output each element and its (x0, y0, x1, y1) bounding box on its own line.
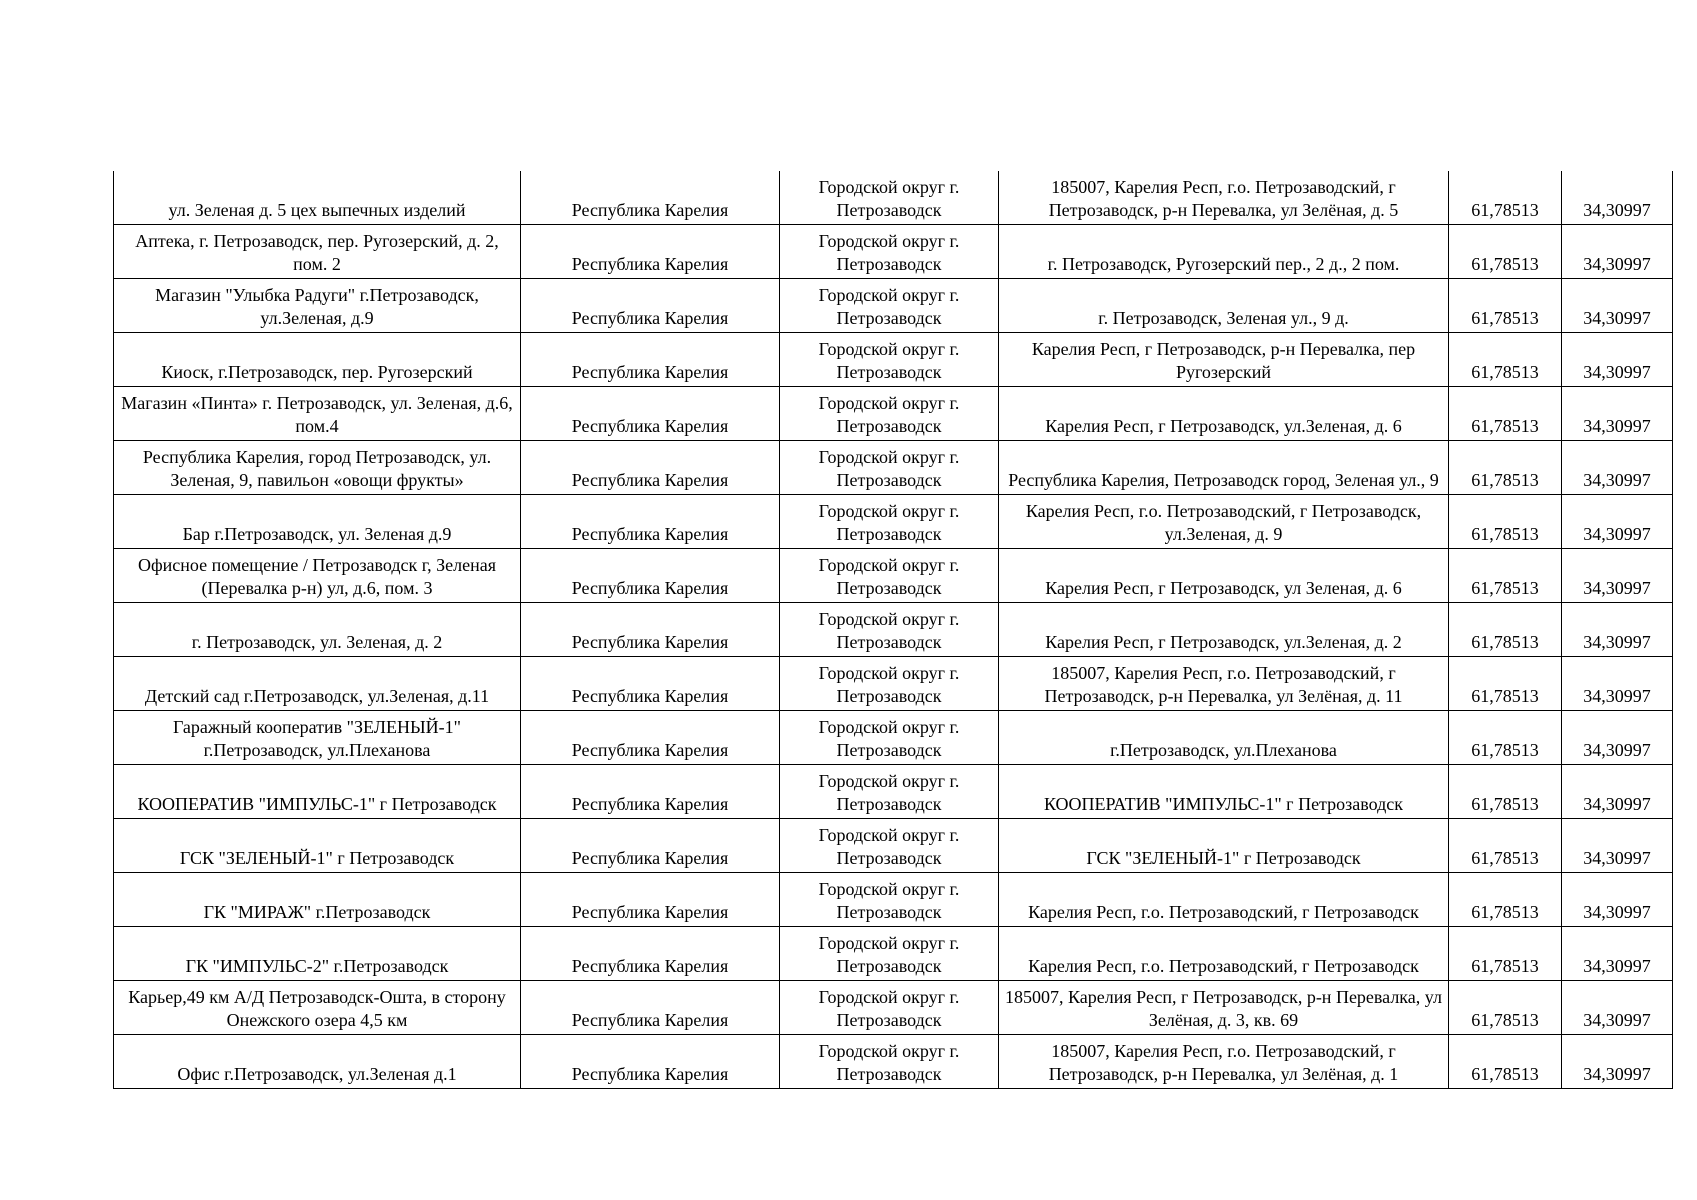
object-name-cell: Офисное помещение / Петрозаводск г, Зеленая (Перевалка р-н) ул, д.6, пом. 3 (114, 549, 521, 603)
registry-table-body (114, 171, 1673, 1089)
address-cell: Карелия Респ, г.о. Петрозаводский, г Петрозаводск (999, 873, 1449, 927)
table-row (114, 171, 1673, 225)
table-row (114, 873, 1673, 927)
object-name-cell: КООПЕРАТИВ "ИМПУЛЬС-1" г Петрозаводск (114, 765, 521, 819)
district-cell: Городской округ г. Петрозаводск (780, 549, 999, 603)
table-row (114, 495, 1673, 549)
table-row (114, 333, 1673, 387)
table-row (114, 657, 1673, 711)
longitude-cell: 34,30997 (1562, 873, 1673, 927)
latitude-cell: 61,78513 (1449, 603, 1562, 657)
district-cell: Городской округ г. Петрозаводск (780, 603, 999, 657)
longitude-cell: 34,30997 (1562, 1035, 1673, 1089)
district-cell: Городской округ г. Петрозаводск (780, 279, 999, 333)
region-cell: Республика Карелия (521, 981, 780, 1035)
address-cell: 185007, Карелия Респ, г.о. Петрозаводский, г Петрозаводск, р-н Перевалка, ул Зелёная, д. 1 (999, 1035, 1449, 1089)
region-cell: Республика Карелия (521, 441, 780, 495)
address-cell: 185007, Карелия Респ, г Петрозаводск, р-н Перевалка, ул Зелёная, д. 3, кв. 69 (999, 981, 1449, 1035)
region-cell: Республика Карелия (521, 1035, 780, 1089)
district-cell: Городской округ г. Петрозаводск (780, 765, 999, 819)
region-cell: Республика Карелия (521, 927, 780, 981)
table-row (114, 819, 1673, 873)
district-cell: Городской округ г. Петрозаводск (780, 333, 999, 387)
address-cell: Карелия Респ, г Петрозаводск, ул.Зеленая, д. 6 (999, 387, 1449, 441)
latitude-cell: 61,78513 (1449, 981, 1562, 1035)
object-name-cell: Гаражный кооператив "ЗЕЛЕНЫЙ-1" г.Петрозаводск, ул.Плеханова (114, 711, 521, 765)
district-cell: Городской округ г. Петрозаводск (780, 711, 999, 765)
table-row (114, 441, 1673, 495)
table-row (114, 765, 1673, 819)
region-cell: Республика Карелия (521, 495, 780, 549)
region-cell: Республика Карелия (521, 549, 780, 603)
region-cell: Республика Карелия (521, 711, 780, 765)
latitude-cell: 61,78513 (1449, 927, 1562, 981)
district-cell: Городской округ г. Петрозаводск (780, 441, 999, 495)
longitude-cell: 34,30997 (1562, 441, 1673, 495)
district-cell: Городской округ г. Петрозаводск (780, 657, 999, 711)
latitude-cell: 61,78513 (1449, 549, 1562, 603)
longitude-cell: 34,30997 (1562, 927, 1673, 981)
district-cell: Городской округ г. Петрозаводск (780, 225, 999, 279)
region-cell: Республика Карелия (521, 225, 780, 279)
address-cell: 185007, Карелия Респ, г.о. Петрозаводский, г Петрозаводск, р-н Перевалка, ул Зелёная, д. 11 (999, 657, 1449, 711)
address-cell: г. Петрозаводск, Ругозерский пер., 2 д., 2 пом. (999, 225, 1449, 279)
district-cell: Городской округ г. Петрозаводск (780, 819, 999, 873)
region-cell: Республика Карелия (521, 765, 780, 819)
latitude-cell: 61,78513 (1449, 225, 1562, 279)
longitude-cell: 34,30997 (1562, 225, 1673, 279)
longitude-cell: 34,30997 (1562, 765, 1673, 819)
district-cell: Городской округ г. Петрозаводск (780, 927, 999, 981)
address-cell: Карелия Респ, г.о. Петрозаводский, г Петрозаводск (999, 927, 1449, 981)
district-cell: Городской округ г. Петрозаводск (780, 171, 999, 225)
table-row (114, 927, 1673, 981)
latitude-cell: 61,78513 (1449, 1035, 1562, 1089)
longitude-cell: 34,30997 (1562, 657, 1673, 711)
latitude-cell: 61,78513 (1449, 819, 1562, 873)
region-cell: Республика Карелия (521, 819, 780, 873)
address-cell: Карелия Респ, г Петрозаводск, ул Зеленая, д. 6 (999, 549, 1449, 603)
object-name-cell: Магазин "Улыбка Радуги" г.Петрозаводск, ул.Зеленая, д.9 (114, 279, 521, 333)
latitude-cell: 61,78513 (1449, 279, 1562, 333)
district-cell: Городской округ г. Петрозаводск (780, 981, 999, 1035)
district-cell: Городской округ г. Петрозаводск (780, 495, 999, 549)
table-row (114, 1035, 1673, 1089)
object-name-cell: Киоск, г.Петрозаводск, пер. Ругозерский (114, 333, 521, 387)
table-row (114, 387, 1673, 441)
table-row (114, 225, 1673, 279)
region-cell: Республика Карелия (521, 333, 780, 387)
object-name-cell: Детский сад г.Петрозаводск, ул.Зеленая, д.11 (114, 657, 521, 711)
district-cell: Городской округ г. Петрозаводск (780, 387, 999, 441)
address-cell: КООПЕРАТИВ "ИМПУЛЬС-1" г Петрозаводск (999, 765, 1449, 819)
longitude-cell: 34,30997 (1562, 549, 1673, 603)
address-cell: г.Петрозаводск, ул.Плеханова (999, 711, 1449, 765)
address-cell: Карелия Респ, г Петрозаводск, р-н Перевалка, пер Ругозерский (999, 333, 1449, 387)
latitude-cell: 61,78513 (1449, 873, 1562, 927)
latitude-cell: 61,78513 (1449, 765, 1562, 819)
district-cell: Городской округ г. Петрозаводск (780, 1035, 999, 1089)
latitude-cell: 61,78513 (1449, 711, 1562, 765)
address-cell: ГСК "ЗЕЛЕНЫЙ-1" г Петрозаводск (999, 819, 1449, 873)
latitude-cell: 61,78513 (1449, 441, 1562, 495)
longitude-cell: 34,30997 (1562, 711, 1673, 765)
object-name-cell: ГК "ИМПУЛЬС-2" г.Петрозаводск (114, 927, 521, 981)
object-name-cell: Бар г.Петрозаводск, ул. Зеленая д.9 (114, 495, 521, 549)
latitude-cell: 61,78513 (1449, 333, 1562, 387)
table-row (114, 981, 1673, 1035)
longitude-cell: 34,30997 (1562, 387, 1673, 441)
latitude-cell: 61,78513 (1449, 387, 1562, 441)
region-cell: Республика Карелия (521, 603, 780, 657)
longitude-cell: 34,30997 (1562, 171, 1673, 225)
district-cell: Городской округ г. Петрозаводск (780, 873, 999, 927)
region-cell: Республика Карелия (521, 387, 780, 441)
object-name-cell: г. Петрозаводск, ул. Зеленая, д. 2 (114, 603, 521, 657)
object-name-cell: Республика Карелия, город Петрозаводск, ул. Зеленая, 9, павильон «овощи фрукты» (114, 441, 521, 495)
table-row (114, 603, 1673, 657)
latitude-cell: 61,78513 (1449, 657, 1562, 711)
address-cell: 185007, Карелия Респ, г.о. Петрозаводский, г Петрозаводск, р-н Перевалка, ул Зелёная, д. 5 (999, 171, 1449, 225)
region-cell: Республика Карелия (521, 279, 780, 333)
address-cell: г. Петрозаводск, Зеленая ул., 9 д. (999, 279, 1449, 333)
object-name-cell: ГСК "ЗЕЛЕНЫЙ-1" г Петрозаводск (114, 819, 521, 873)
longitude-cell: 34,30997 (1562, 279, 1673, 333)
address-cell: Республика Карелия, Петрозаводск город, Зеленая ул., 9 (999, 441, 1449, 495)
latitude-cell: 61,78513 (1449, 171, 1562, 225)
object-name-cell: Аптека, г. Петрозаводск, пер. Ругозерский, д. 2, пом. 2 (114, 225, 521, 279)
address-cell: Карелия Респ, г.о. Петрозаводский, г Петрозаводск, ул.Зеленая, д. 9 (999, 495, 1449, 549)
region-cell: Республика Карелия (521, 873, 780, 927)
region-cell: Республика Карелия (521, 657, 780, 711)
object-name-cell: Офис г.Петрозаводск, ул.Зеленая д.1 (114, 1035, 521, 1089)
table-row (114, 711, 1673, 765)
table-row (114, 279, 1673, 333)
longitude-cell: 34,30997 (1562, 495, 1673, 549)
region-cell: Республика Карелия (521, 171, 780, 225)
address-cell: Карелия Респ, г Петрозаводск, ул.Зеленая, д. 2 (999, 603, 1449, 657)
longitude-cell: 34,30997 (1562, 603, 1673, 657)
latitude-cell: 61,78513 (1449, 495, 1562, 549)
object-name-cell: Карьер,49 км А/Д Петрозаводск-Ошта, в сторону Онежского озера 4,5 км (114, 981, 521, 1035)
registry-table (113, 171, 1673, 1089)
object-name-cell: ГК "МИРАЖ" г.Петрозаводск (114, 873, 521, 927)
object-name-cell: ул. Зеленая д. 5 цех выпечных изделий (114, 171, 521, 225)
longitude-cell: 34,30997 (1562, 333, 1673, 387)
object-name-cell: Магазин «Пинта» г. Петрозаводск, ул. Зеленая, д.6, пом.4 (114, 387, 521, 441)
table-row (114, 549, 1673, 603)
longitude-cell: 34,30997 (1562, 819, 1673, 873)
longitude-cell: 34,30997 (1562, 981, 1673, 1035)
